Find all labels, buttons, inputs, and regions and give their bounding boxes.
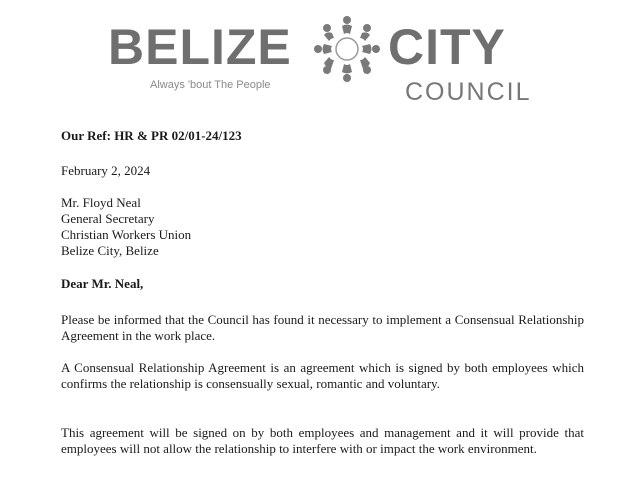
logo-council: COUNCIL — [405, 78, 532, 106]
logo-name-left: BELIZE — [108, 19, 292, 75]
reference-line: Our Ref: HR & PR 02/01-24/123 — [61, 128, 242, 143]
paragraph-1: Please be informed that the Council has found it necessary to implement a Consensual Relationship Agreement in the work place. — [61, 312, 584, 343]
recipient-title: General Secretary — [61, 211, 155, 226]
letter-date: February 2, 2024 — [61, 163, 151, 178]
logo-name-right: CITY — [388, 19, 506, 75]
recipient-address — [61, 195, 584, 259]
paragraph-3: This agreement will be signed on by both employees and management and it will provide that employees will not allow the relationship to interfere with or impact the work environment. — [61, 425, 584, 456]
paragraph-2: A Consensual Relationship Agreement is an agreement which is signed by both employees which confirms the relationship is consensually sexual, romantic and voluntary. — [61, 360, 584, 391]
salutation: Dear Mr. Neal, — [61, 276, 144, 291]
recipient-name: Mr. Floyd Neal — [61, 195, 141, 210]
people-circle-icon — [312, 14, 382, 84]
logo-tagline: Always 'bout The People — [150, 79, 271, 91]
recipient-organization: Christian Workers Union — [61, 227, 192, 242]
recipient-location: Belize City, Belize — [61, 243, 159, 258]
